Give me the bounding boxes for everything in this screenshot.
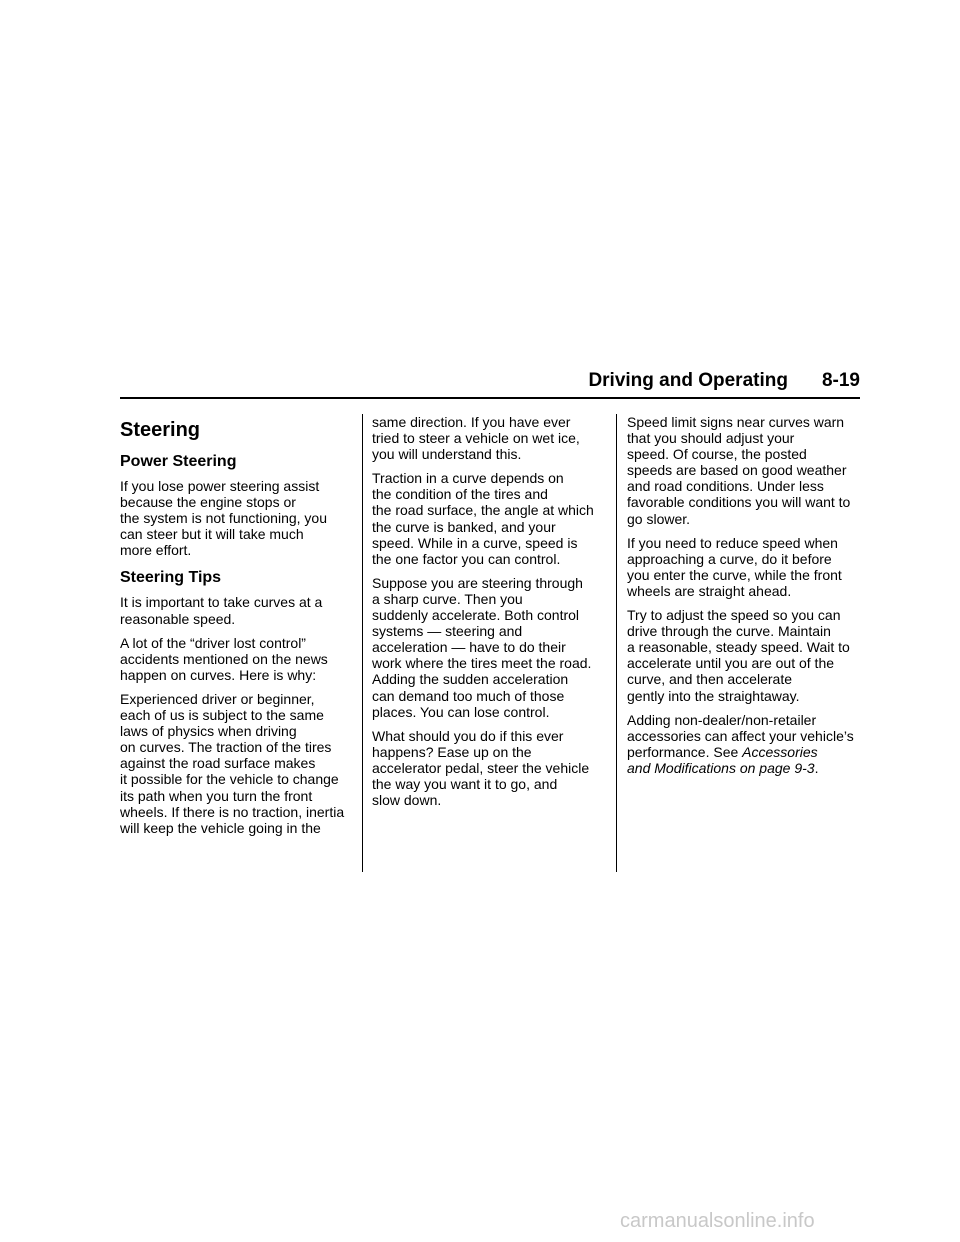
accessories-reference-link-cont[interactable]: and Modifications on page 9-3 [627,759,815,776]
text-line: slow down. [372,792,442,809]
text-line: a reasonable, steady speed. Wait to [627,639,850,656]
text-line: Adding the sudden acceleration [372,671,569,688]
text-line: more effort. [120,542,192,559]
text-line: If you lose power steering assist [120,478,320,494]
text-line: systems — steering and [372,623,523,640]
text-line: drive through the curve. Maintain [627,623,831,640]
text-line: happens? Ease up on the [372,743,532,760]
text-line: happen on curves. Here is why: [120,666,317,683]
column-3 [627,414,863,784]
text-line: acceleration — have to do their [372,639,566,656]
accessories-reference-link[interactable]: Accessories [742,743,818,760]
steering-heading: Steering [120,419,201,441]
text-line: Adding non-dealer/non-retailer [627,711,817,728]
text-line: suddenly accelerate. Both control [372,607,580,624]
paragraph [627,712,863,776]
text-line: approaching a curve, do it before [627,550,832,567]
text-line: accelerator pedal, steer the vehicle [372,759,590,776]
text-line: It is important to take curves at a [120,594,323,611]
steering-tips-heading: Steering Tips [120,569,222,587]
paragraph [120,691,352,836]
text-line: will keep the vehicle going in the [120,819,321,836]
text-line: accessories can affect your vehicle’s [627,727,854,744]
text-line: Speed limit signs near curves warn [627,414,845,430]
text-segment: . [814,759,819,776]
text-line: it possible for the vehicle to change [120,771,339,788]
paragraph [372,414,604,462]
page-number: 8-19 [821,370,860,391]
column-1 [120,414,352,844]
text-line: speed. Of course, the posted [627,446,807,463]
text-line: the curve is banked, and your [372,518,556,535]
text-line: the system is not functioning, you [120,510,327,527]
text-line: places. You can lose control. [372,703,550,720]
text-line: its path when you turn the front [120,787,313,804]
paragraph [627,607,863,704]
paragraph [372,575,604,720]
text-line: each of us is subject to the same [120,707,324,724]
text-line: Suppose you are steering through [372,574,583,591]
text-line: What should you do if this ever [372,727,564,744]
column-divider-1 [362,414,363,872]
text-line: that you should adjust your [627,430,795,447]
text-line: favorable conditions you will want to [627,494,851,511]
text-line: work where the tires meet the road. [372,655,592,672]
text-line: you will understand this. [372,446,522,463]
text-line: wheels are straight ahead. [627,582,792,599]
text-line: tried to steer a vehicle on wet ice, [372,430,580,447]
power-steering-heading: Power Steering [120,453,237,470]
text-line [627,760,863,776]
text-line: on curves. The traction of the tires [120,739,332,756]
text-line: Traction in a curve depends on [372,470,564,487]
text-line: go slower. [627,510,691,527]
text-line: speeds are based on good weather [627,462,847,479]
text-line: A lot of the “driver lost control” [120,634,306,651]
text-line [627,744,863,760]
section-title: Driving and Operating [588,370,788,391]
header-rule [120,397,860,399]
text-line: same direction. If you have ever [372,414,571,430]
text-line: Experienced driver or beginner, [120,690,315,707]
text-line: a sharp curve. Then you [372,590,523,607]
text-line: If you need to reduce speed when [627,534,838,551]
watermark: carmanualsonline.info [620,1210,815,1232]
text-line: the way you want it to go, and [372,775,558,792]
text-line: and road conditions. Under less [627,478,824,495]
text-line: wheels. If there is no traction, inertia [120,803,345,820]
paragraph [627,414,863,527]
column-2 [372,414,604,816]
text-line: gently into the straightaway. [627,687,800,704]
text-line: against the road surface makes [120,755,316,772]
text-line: the one factor you can control. [372,550,561,567]
paragraph [372,728,604,808]
text-line: the condition of the tires and [372,486,548,503]
text-line: curve, and then accelerate [627,671,792,688]
text-line: can demand too much of those [372,687,565,704]
text-line: Try to adjust the speed so you can [627,607,841,624]
text-line: laws of physics when driving [120,723,297,740]
column-divider-2 [616,414,617,872]
text-line: can steer but it will take much [120,526,304,543]
paragraph [120,635,352,683]
text-line: speed. While in a curve, speed is [372,534,578,551]
text-line: accidents mentioned on the news [120,650,328,667]
text-line: accelerate until you are out of the [627,655,835,672]
text-line: because the engine stops or [120,494,296,511]
paragraph [120,594,352,626]
page-header [120,370,860,392]
text-line: reasonable speed. [120,610,236,627]
text-line: you enter the curve, while the front [627,566,842,583]
text-segment: performance. See [627,743,743,760]
paragraph [120,478,352,558]
paragraph [627,535,863,599]
text-line: the road surface, the angle at which [372,502,594,519]
paragraph [372,470,604,567]
